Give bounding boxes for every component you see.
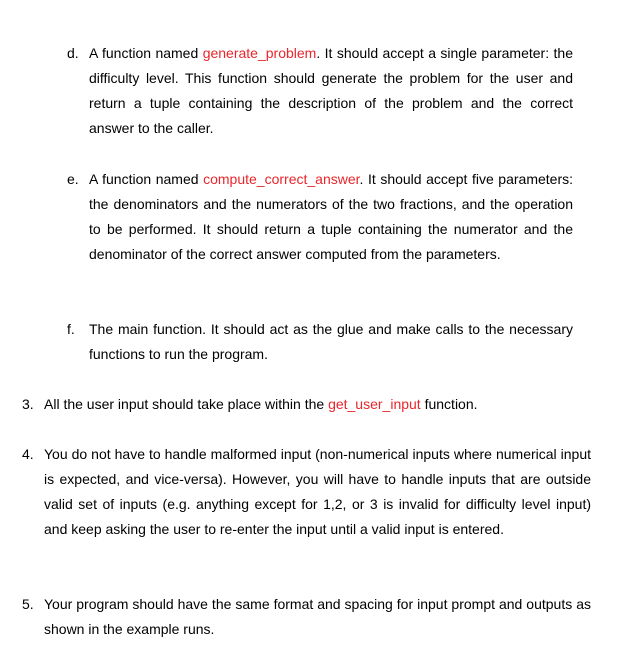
- function-name: compute_correct_answer: [203, 171, 360, 187]
- list-marker: 3.: [22, 396, 34, 412]
- item-text: [89, 167, 573, 267]
- function-name: get_user_input: [328, 396, 421, 412]
- list-marker: e.: [67, 171, 79, 187]
- item-text: [44, 442, 591, 542]
- text-segment: Your program should have the same format and spacing for input prompt and outputs as shown in the example runs.: [44, 596, 591, 637]
- text-segment: The main function. It should act as the glue and make calls to the necessary functions to run the program.: [89, 321, 573, 362]
- text-segment: . It should accept a single parameter: the difficulty level. This function should generate the problem for the user and return a tuple containing the description of the problem and the correct answer to the caller.: [89, 45, 573, 136]
- item-text: [44, 592, 591, 642]
- text-segment: A function named: [89, 171, 204, 187]
- text-segment: All the user input should take place within the: [44, 396, 329, 412]
- list-marker: d.: [67, 45, 79, 61]
- item-text: [89, 41, 573, 141]
- text-segment: You do not have to handle malformed input (non-numerical inputs where numerical input is expected, and vice-versa). However, you will have to handle inputs that are outside valid set of inputs (e.g. anything except for 1,2, or 3 is invalid for difficulty level input) and keep asking the user to re-enter the input until a valid input is entered.: [44, 446, 591, 537]
- text-segment: A function named: [89, 45, 203, 61]
- text-segment: . It should accept five parameters: the denominators and the numerators of the two fractions, and the operation to be performed. It should return a tuple containing the numerator and the denominator of the correct answer computed from the parameters.: [89, 171, 574, 262]
- function-name: generate_problem: [202, 45, 317, 61]
- item-text: [44, 392, 592, 417]
- text-segment: function.: [420, 396, 478, 412]
- list-marker: f.: [67, 321, 75, 337]
- item-text: [89, 317, 573, 367]
- list-marker: 4.: [22, 446, 34, 462]
- list-marker: 5.: [22, 596, 34, 612]
